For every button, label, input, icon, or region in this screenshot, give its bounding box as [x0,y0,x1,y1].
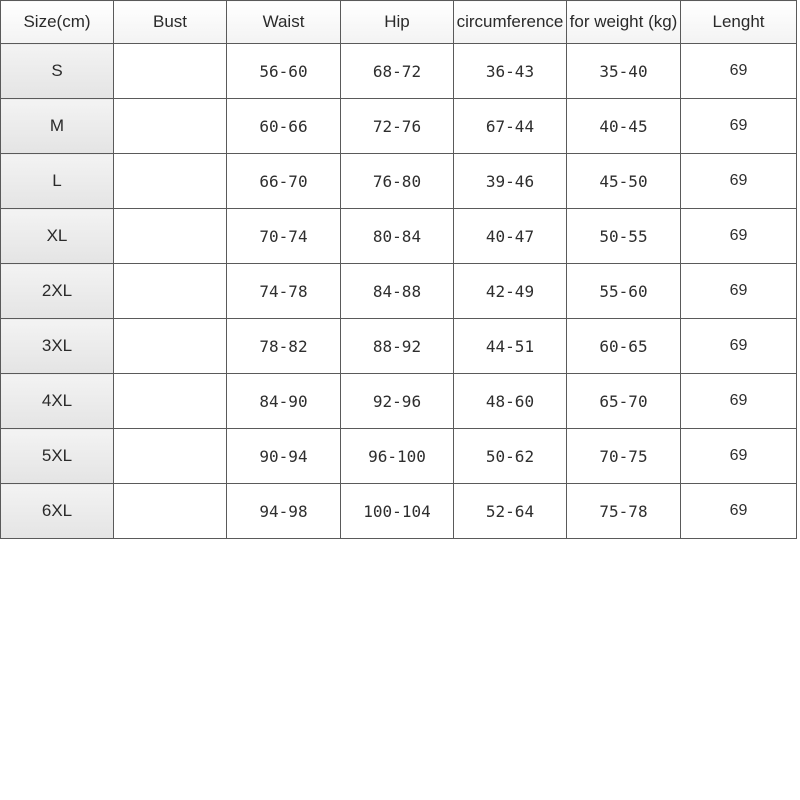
waist-cell: 84-90 [227,374,341,429]
header-row [1,1,797,44]
waist-cell: 70-74 [227,209,341,264]
circumference-cell: 50-62 [454,429,567,484]
waist-cell: 94-98 [227,484,341,539]
size-label-cell: M [1,99,114,154]
bust-cell [114,44,227,99]
bust-cell [114,374,227,429]
weight-cell: 65-70 [567,374,681,429]
hip-cell: 72-76 [341,99,454,154]
weight-cell: 70-75 [567,429,681,484]
column-header-hip: Hip [341,1,454,44]
length-cell: 69 [681,154,797,209]
circumference-cell: 52-64 [454,484,567,539]
length-cell: 69 [681,374,797,429]
bust-cell [114,264,227,319]
bust-cell [114,484,227,539]
size-label-cell: XL [1,209,114,264]
circumference-cell: 67-44 [454,99,567,154]
weight-cell: 35-40 [567,44,681,99]
size-chart-body [1,44,797,539]
table-row [1,99,797,154]
table-row [1,154,797,209]
column-header-bust: Bust [114,1,227,44]
hip-cell: 68-72 [341,44,454,99]
column-header-length: Lenght [681,1,797,44]
waist-cell: 56-60 [227,44,341,99]
hip-cell: 96-100 [341,429,454,484]
bust-cell [114,154,227,209]
waist-cell: 66-70 [227,154,341,209]
circumference-cell: 36-43 [454,44,567,99]
hip-cell: 84-88 [341,264,454,319]
length-cell: 69 [681,319,797,374]
size-label-cell: 6XL [1,484,114,539]
size-label-cell: 5XL [1,429,114,484]
weight-cell: 50-55 [567,209,681,264]
table-row [1,209,797,264]
bust-cell [114,429,227,484]
length-cell: 69 [681,264,797,319]
bust-cell [114,99,227,154]
table-row [1,484,797,539]
circumference-cell: 39-46 [454,154,567,209]
weight-cell: 75-78 [567,484,681,539]
size-label-cell: 4XL [1,374,114,429]
table-row [1,429,797,484]
weight-cell: 40-45 [567,99,681,154]
waist-cell: 78-82 [227,319,341,374]
circumference-cell: 48-60 [454,374,567,429]
waist-cell: 74-78 [227,264,341,319]
column-header-waist: Waist [227,1,341,44]
length-cell: 69 [681,44,797,99]
column-header-circumference: circumference [454,1,567,44]
table-row [1,264,797,319]
hip-cell: 76-80 [341,154,454,209]
length-cell: 69 [681,209,797,264]
hip-cell: 92-96 [341,374,454,429]
hip-cell: 80-84 [341,209,454,264]
size-label-cell: 2XL [1,264,114,319]
circumference-cell: 42-49 [454,264,567,319]
column-header-size: Size(cm) [1,1,114,44]
length-cell: 69 [681,99,797,154]
length-cell: 69 [681,429,797,484]
waist-cell: 60-66 [227,99,341,154]
size-label-cell: L [1,154,114,209]
bust-cell [114,209,227,264]
length-cell: 69 [681,484,797,539]
weight-cell: 60-65 [567,319,681,374]
bust-cell [114,319,227,374]
circumference-cell: 44-51 [454,319,567,374]
size-label-cell: 3XL [1,319,114,374]
hip-cell: 100-104 [341,484,454,539]
table-row [1,319,797,374]
waist-cell: 90-94 [227,429,341,484]
table-row [1,374,797,429]
circumference-cell: 40-47 [454,209,567,264]
hip-cell: 88-92 [341,319,454,374]
weight-cell: 45-50 [567,154,681,209]
column-header-weight: for weight (kg) [567,1,681,44]
size-label-cell: S [1,44,114,99]
weight-cell: 55-60 [567,264,681,319]
table-row [1,44,797,99]
